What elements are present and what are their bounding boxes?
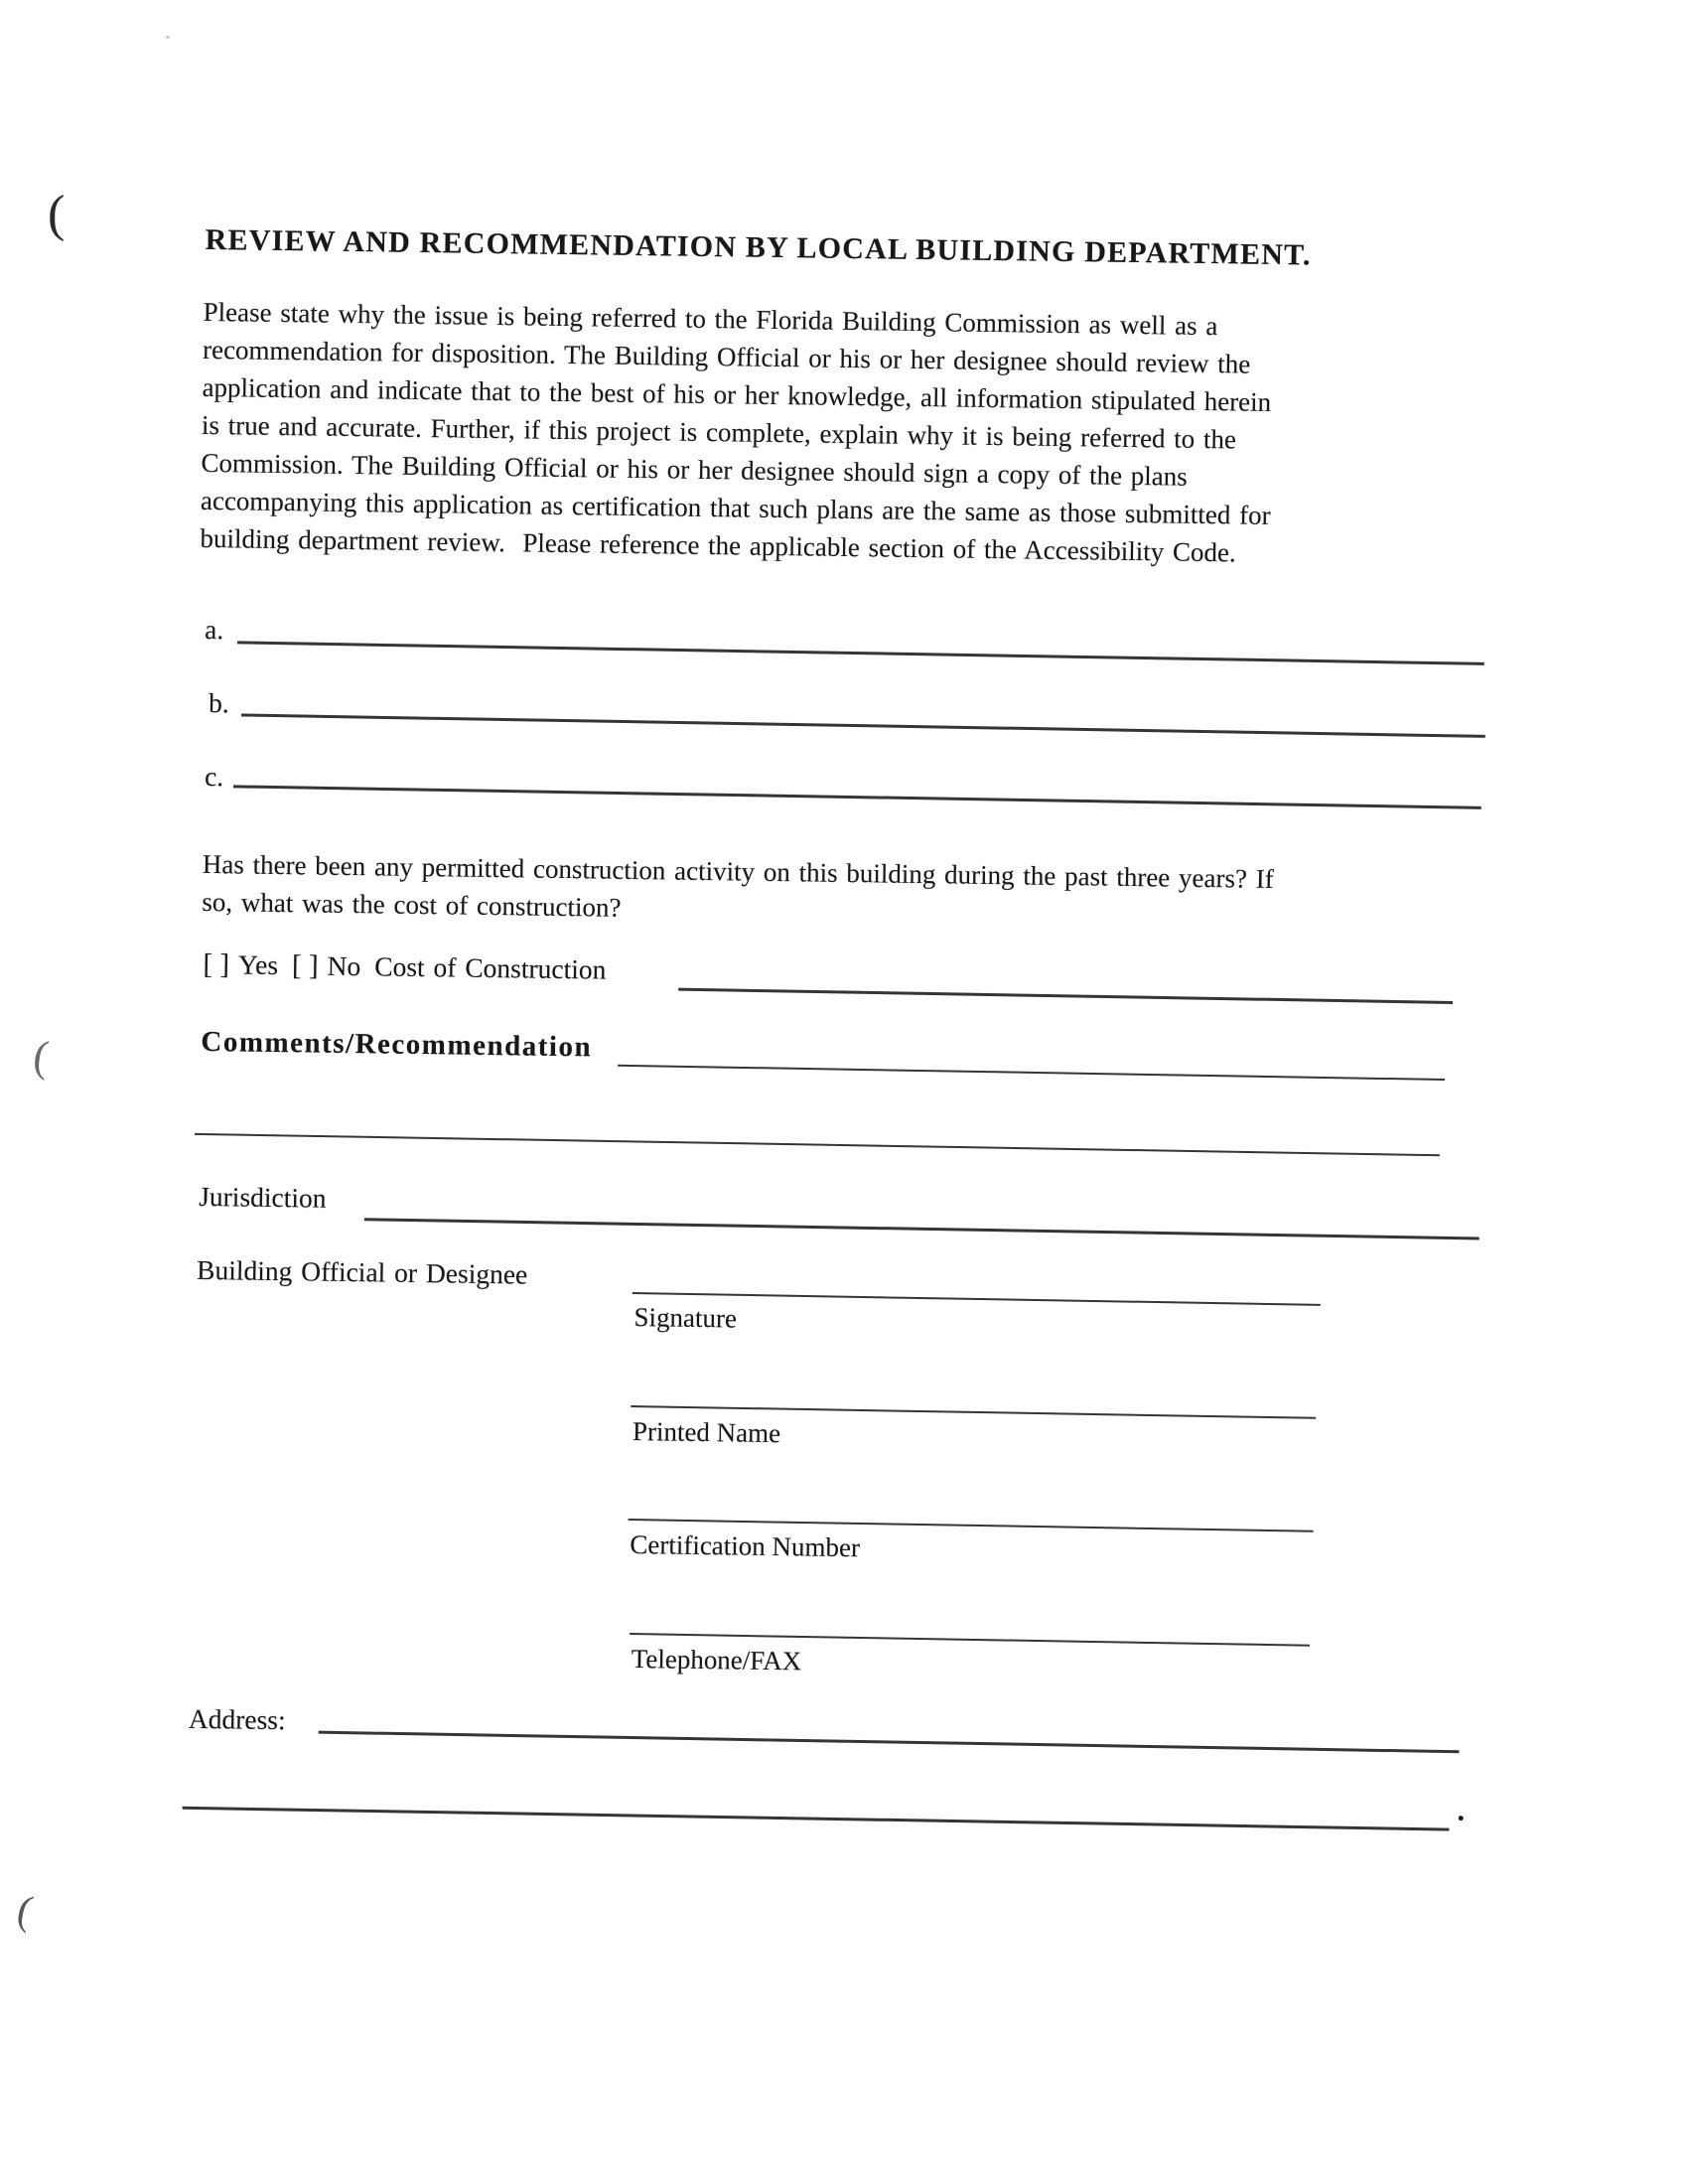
yes-label: Yes [237,948,279,981]
comments-blank-1[interactable] [618,1065,1445,1081]
intro-line: recommendation for disposition. The Building Official or his or her designee should review the [202,334,1251,379]
intro-line: Commission. The Building Official or his or her designee should sign a copy of the plans [201,447,1189,492]
signature-label: Signature [633,1302,738,1334]
jurisdiction-blank[interactable] [364,1218,1479,1239]
address-label: Address: [188,1702,286,1736]
item-b-label: b. [208,687,229,719]
question-line: so, what was the cost of construction? [202,886,622,923]
telephone-fax-label: Telephone/FAX [631,1644,802,1676]
cost-blank[interactable] [678,988,1453,1004]
certification-number-label: Certification Number [630,1529,861,1563]
scan-artifact-paren-2: ( [31,1031,52,1082]
cost-of-construction-label: Cost of Construction [374,950,607,985]
jurisdiction-label: Jurisdiction [198,1180,327,1214]
building-official-label: Building Official or Designee [196,1253,528,1290]
intro-line: application and indicate that to the best of his or her knowledge, all information stipulated herein [202,371,1272,417]
period-mark: . [1457,1794,1466,1827]
cost-row [203,948,606,987]
intro-line: building department review. Please reference the applicable section of the Accessibility Code. [200,522,1236,568]
item-b-blank[interactable] [241,713,1485,737]
item-c-blank[interactable] [233,785,1481,808]
item-a-blank[interactable] [237,641,1484,664]
intro-line: Please state why the issue is being referred to the Florida Building Commission as well as a [203,296,1218,342]
page-title: REVIEW AND RECOMMENDATION BY LOCAL BUILDING DEPARTMENT. [205,222,1312,272]
comments-blank-2[interactable] [195,1133,1440,1156]
scan-artifact-paren-1: ( [48,186,66,242]
no-label: No [327,949,361,982]
item-a-label: a. [204,613,224,646]
address-blank-2[interactable] [183,1807,1450,1831]
scan-artifact-paren-3: ( [13,1887,37,1935]
intro-paragraph [200,293,1273,572]
address-blank-1[interactable] [319,1731,1460,1754]
construction-question [202,845,1274,936]
comments-label: Comments/Recommendation [201,1025,593,1064]
yes-checkbox[interactable]: [ ] [203,947,230,981]
item-c-label: c. [204,760,224,793]
question-line: Has there been any permitted construction activity on this building during the past three years? If [202,848,1274,894]
no-checkbox[interactable]: [ ] [291,949,319,982]
intro-line: is true and accurate. Further, if this project is complete, explain why it is being referred to the [201,409,1237,455]
intro-line: accompanying this application as certification that such plans are the same as those submitted for [200,485,1271,530]
printed-name-label: Printed Name [632,1416,781,1449]
